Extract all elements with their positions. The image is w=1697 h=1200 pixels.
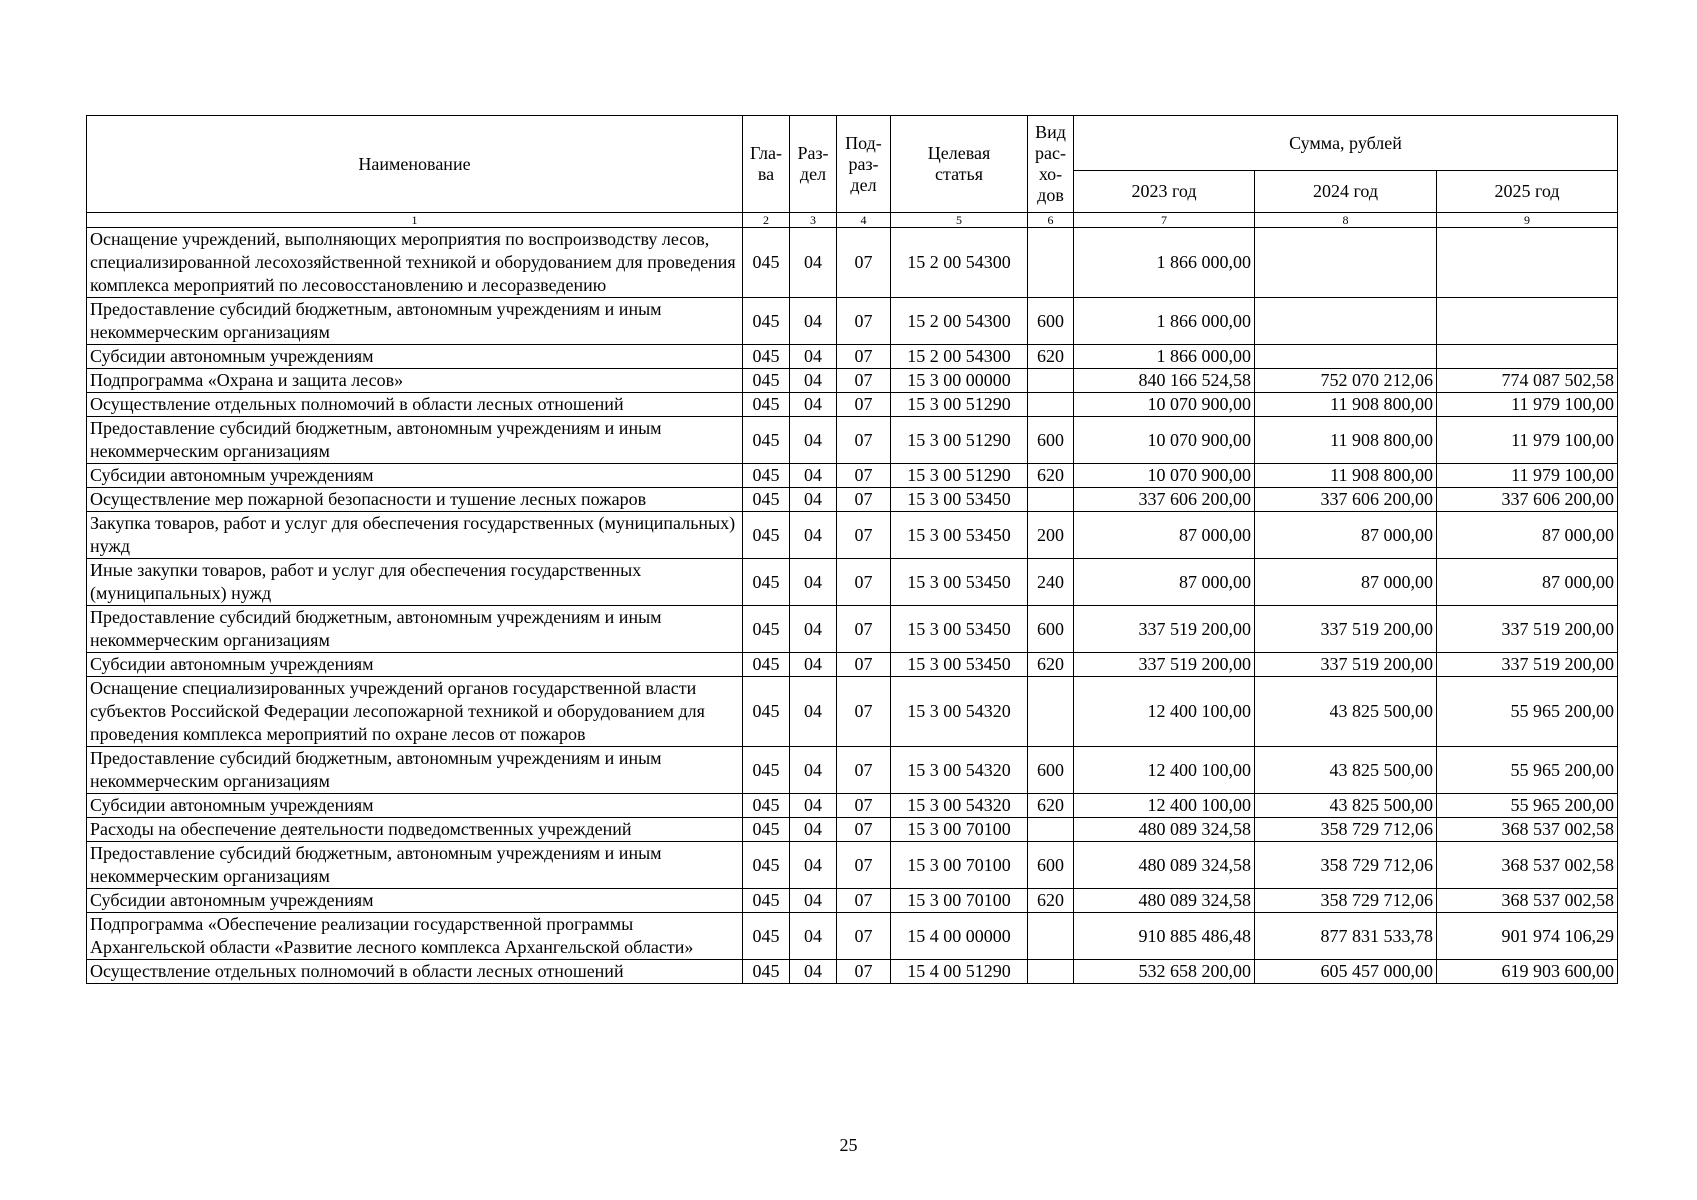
row-celevaya-statya: 15 3 00 53450 — [891, 559, 1028, 606]
column-number: 7 — [1074, 213, 1255, 228]
row-celevaya-statya: 15 3 00 51290 — [891, 393, 1028, 417]
row-amount-2023: 87 000,00 — [1074, 512, 1255, 559]
row-celevaya-statya: 15 3 00 00000 — [891, 369, 1028, 393]
row-podrazdel: 07 — [837, 677, 891, 747]
row-podrazdel: 07 — [837, 369, 891, 393]
row-podrazdel: 07 — [837, 488, 891, 512]
row-amount-2025: 901 974 106,29 — [1437, 913, 1618, 960]
row-glava: 045 — [743, 345, 790, 369]
row-glava: 045 — [743, 842, 790, 889]
row-name: Предоставление субсидий бюджетным, автономным учреждениям и иным некоммерческим организациям — [87, 842, 743, 889]
row-glava: 045 — [743, 417, 790, 464]
row-razdel: 04 — [790, 913, 837, 960]
row-vid-raskhodov — [1028, 369, 1074, 393]
header-podrazdel: Под- раз- дел — [837, 116, 891, 213]
row-amount-2024: 358 729 712,06 — [1255, 842, 1437, 889]
row-amount-2024: 43 825 500,00 — [1255, 677, 1437, 747]
row-amount-2023: 1 866 000,00 — [1074, 298, 1255, 345]
row-amount-2023: 480 089 324,58 — [1074, 842, 1255, 889]
row-podrazdel: 07 — [837, 794, 891, 818]
row-amount-2025: 55 965 200,00 — [1437, 794, 1618, 818]
row-amount-2024: 337 606 200,00 — [1255, 488, 1437, 512]
row-podrazdel: 07 — [837, 818, 891, 842]
row-amount-2025: 774 087 502,58 — [1437, 369, 1618, 393]
row-glava: 045 — [743, 653, 790, 677]
row-celevaya-statya: 15 2 00 54300 — [891, 228, 1028, 298]
row-razdel: 04 — [790, 559, 837, 606]
row-name: Субсидии автономным учреждениям — [87, 889, 743, 913]
row-podrazdel: 07 — [837, 345, 891, 369]
table-row — [87, 747, 1618, 794]
row-amount-2025: 337 519 200,00 — [1437, 606, 1618, 653]
row-glava: 045 — [743, 559, 790, 606]
row-amount-2025: 619 903 600,00 — [1437, 960, 1618, 984]
row-glava: 045 — [743, 889, 790, 913]
row-vid-raskhodov: 200 — [1028, 512, 1074, 559]
row-amount-2025: 368 537 002,58 — [1437, 889, 1618, 913]
row-razdel: 04 — [790, 606, 837, 653]
table-row — [87, 913, 1618, 960]
row-name: Осуществление мер пожарной безопасности и тушение лесных пожаров — [87, 488, 743, 512]
row-name: Предоставление субсидий бюджетным, автономным учреждениям и иным некоммерческим организациям — [87, 747, 743, 794]
row-amount-2025 — [1437, 228, 1618, 298]
table-row — [87, 960, 1618, 984]
row-glava: 045 — [743, 488, 790, 512]
table-row — [87, 559, 1618, 606]
row-amount-2024: 752 070 212,06 — [1255, 369, 1437, 393]
row-name: Предоставление субсидий бюджетным, автономным учреждениям и иным некоммерческим организациям — [87, 417, 743, 464]
row-amount-2024: 877 831 533,78 — [1255, 913, 1437, 960]
row-amount-2023: 10 070 900,00 — [1074, 417, 1255, 464]
column-number: 6 — [1028, 213, 1074, 228]
row-podrazdel: 07 — [837, 960, 891, 984]
row-amount-2024: 11 908 800,00 — [1255, 464, 1437, 488]
row-celevaya-statya: 15 3 00 70100 — [891, 889, 1028, 913]
row-celevaya-statya: 15 4 00 51290 — [891, 960, 1028, 984]
row-podrazdel: 07 — [837, 417, 891, 464]
row-vid-raskhodov: 240 — [1028, 559, 1074, 606]
row-podrazdel: 07 — [837, 842, 891, 889]
row-amount-2024: 11 908 800,00 — [1255, 393, 1437, 417]
row-amount-2024: 358 729 712,06 — [1255, 818, 1437, 842]
row-glava: 045 — [743, 512, 790, 559]
row-celevaya-statya: 15 3 00 54320 — [891, 677, 1028, 747]
row-podrazdel: 07 — [837, 464, 891, 488]
row-vid-raskhodov — [1028, 228, 1074, 298]
row-amount-2025: 11 979 100,00 — [1437, 393, 1618, 417]
column-number: 2 — [743, 213, 790, 228]
row-razdel: 04 — [790, 818, 837, 842]
table-row — [87, 606, 1618, 653]
row-amount-2024: 43 825 500,00 — [1255, 794, 1437, 818]
row-razdel: 04 — [790, 417, 837, 464]
row-amount-2023: 337 606 200,00 — [1074, 488, 1255, 512]
row-celevaya-statya: 15 2 00 54300 — [891, 298, 1028, 345]
row-vid-raskhodov: 620 — [1028, 794, 1074, 818]
row-vid-raskhodov — [1028, 818, 1074, 842]
column-number: 3 — [790, 213, 837, 228]
row-amount-2023: 10 070 900,00 — [1074, 464, 1255, 488]
row-amount-2025: 11 979 100,00 — [1437, 464, 1618, 488]
table-row — [87, 842, 1618, 889]
row-glava: 045 — [743, 794, 790, 818]
row-podrazdel: 07 — [837, 606, 891, 653]
row-glava: 045 — [743, 960, 790, 984]
row-amount-2025: 368 537 002,58 — [1437, 842, 1618, 889]
row-amount-2024 — [1255, 298, 1437, 345]
table-row — [87, 417, 1618, 464]
row-glava: 045 — [743, 393, 790, 417]
row-celevaya-statya: 15 3 00 53450 — [891, 606, 1028, 653]
row-amount-2024: 43 825 500,00 — [1255, 747, 1437, 794]
row-celevaya-statya: 15 3 00 53450 — [891, 653, 1028, 677]
row-name: Оснащение учреждений, выполняющих мероприятия по воспроизводству лесов, специализированной лесохозяйственной техникой и оборудованием для проведения комплекса мероприятий по лесовосстановлению и лесоразведению — [87, 228, 743, 298]
column-number: 4 — [837, 213, 891, 228]
row-amount-2023: 12 400 100,00 — [1074, 677, 1255, 747]
header-vid-raskhodov: Вид рас- хо- дов — [1028, 116, 1074, 213]
table-row — [87, 889, 1618, 913]
row-amount-2023: 1 866 000,00 — [1074, 345, 1255, 369]
row-razdel: 04 — [790, 345, 837, 369]
header-name: Наименование — [87, 116, 743, 213]
row-celevaya-statya: 15 4 00 00000 — [891, 913, 1028, 960]
row-glava: 045 — [743, 369, 790, 393]
table-row — [87, 818, 1618, 842]
table-row — [87, 228, 1618, 298]
row-vid-raskhodov — [1028, 488, 1074, 512]
row-celevaya-statya: 15 3 00 51290 — [891, 417, 1028, 464]
row-name: Субсидии автономным учреждениям — [87, 794, 743, 818]
column-number: 1 — [87, 213, 743, 228]
row-amount-2025: 368 537 002,58 — [1437, 818, 1618, 842]
header-year-2025: 2025 год — [1437, 171, 1618, 213]
row-amount-2023: 480 089 324,58 — [1074, 889, 1255, 913]
row-vid-raskhodov — [1028, 960, 1074, 984]
row-amount-2024 — [1255, 345, 1437, 369]
row-glava: 045 — [743, 228, 790, 298]
row-podrazdel: 07 — [837, 512, 891, 559]
row-name: Закупка товаров, работ и услуг для обеспечения государственных (муниципальных) нужд — [87, 512, 743, 559]
row-glava: 045 — [743, 677, 790, 747]
table-row — [87, 393, 1618, 417]
table-row — [87, 512, 1618, 559]
row-amount-2025: 55 965 200,00 — [1437, 747, 1618, 794]
header-summa: Сумма, рублей — [1074, 116, 1618, 171]
row-vid-raskhodov: 620 — [1028, 653, 1074, 677]
page-number: 25 — [839, 1135, 858, 1155]
row-celevaya-statya: 15 3 00 51290 — [891, 464, 1028, 488]
row-celevaya-statya: 15 3 00 54320 — [891, 747, 1028, 794]
table-row — [87, 298, 1618, 345]
header-glava: Гла- ва — [743, 116, 790, 213]
row-podrazdel: 07 — [837, 889, 891, 913]
row-razdel: 04 — [790, 512, 837, 559]
table-row — [87, 369, 1618, 393]
row-podrazdel: 07 — [837, 393, 891, 417]
row-vid-raskhodov: 620 — [1028, 345, 1074, 369]
row-vid-raskhodov — [1028, 393, 1074, 417]
row-name: Субсидии автономным учреждениям — [87, 653, 743, 677]
row-glava: 045 — [743, 606, 790, 653]
column-number-row — [87, 213, 1618, 228]
row-name: Подпрограмма «Охрана и защита лесов» — [87, 369, 743, 393]
table-row — [87, 794, 1618, 818]
table-row — [87, 653, 1618, 677]
row-vid-raskhodov: 600 — [1028, 747, 1074, 794]
row-amount-2024: 605 457 000,00 — [1255, 960, 1437, 984]
table-row — [87, 345, 1618, 369]
row-glava: 045 — [743, 818, 790, 842]
row-amount-2025: 337 519 200,00 — [1437, 653, 1618, 677]
row-name: Осуществление отдельных полномочий в области лесных отношений — [87, 960, 743, 984]
row-vid-raskhodov: 600 — [1028, 842, 1074, 889]
row-razdel: 04 — [790, 677, 837, 747]
row-podrazdel: 07 — [837, 913, 891, 960]
row-amount-2023: 12 400 100,00 — [1074, 794, 1255, 818]
row-amount-2024: 358 729 712,06 — [1255, 889, 1437, 913]
row-razdel: 04 — [790, 393, 837, 417]
row-amount-2024 — [1255, 228, 1437, 298]
row-vid-raskhodov: 620 — [1028, 464, 1074, 488]
row-razdel: 04 — [790, 298, 837, 345]
column-number: 5 — [891, 213, 1028, 228]
row-podrazdel: 07 — [837, 559, 891, 606]
row-razdel: 04 — [790, 747, 837, 794]
row-razdel: 04 — [790, 889, 837, 913]
header-razdel: Раз- дел — [790, 116, 837, 213]
row-amount-2023: 840 166 524,58 — [1074, 369, 1255, 393]
row-razdel: 04 — [790, 842, 837, 889]
header-celevaya-statya: Целевая статья — [891, 116, 1028, 213]
row-amount-2023: 1 866 000,00 — [1074, 228, 1255, 298]
row-celevaya-statya: 15 3 00 53450 — [891, 512, 1028, 559]
row-razdel: 04 — [790, 653, 837, 677]
row-amount-2025 — [1437, 345, 1618, 369]
row-amount-2023: 12 400 100,00 — [1074, 747, 1255, 794]
row-vid-raskhodov: 600 — [1028, 417, 1074, 464]
table-row — [87, 488, 1618, 512]
row-podrazdel: 07 — [837, 747, 891, 794]
table-body — [87, 228, 1618, 984]
row-podrazdel: 07 — [837, 653, 891, 677]
row-celevaya-statya: 15 3 00 70100 — [891, 842, 1028, 889]
row-name: Оснащение специализированных учреждений органов государственной власти субъектов Российской Федерации лесопожарной техникой и оборудованием для проведения комплекса мероприятий по охране лесов от пожаров — [87, 677, 743, 747]
row-name: Расходы на обеспечение деятельности подведомственных учреждений — [87, 818, 743, 842]
row-celevaya-statya: 15 3 00 54320 — [891, 794, 1028, 818]
row-amount-2025: 87 000,00 — [1437, 559, 1618, 606]
row-razdel: 04 — [790, 960, 837, 984]
row-glava: 045 — [743, 747, 790, 794]
row-amount-2025: 11 979 100,00 — [1437, 417, 1618, 464]
row-razdel: 04 — [790, 488, 837, 512]
row-name: Субсидии автономным учреждениям — [87, 464, 743, 488]
row-glava: 045 — [743, 913, 790, 960]
row-amount-2023: 337 519 200,00 — [1074, 653, 1255, 677]
row-podrazdel: 07 — [837, 298, 891, 345]
row-amount-2023: 337 519 200,00 — [1074, 606, 1255, 653]
row-vid-raskhodov — [1028, 677, 1074, 747]
row-vid-raskhodov — [1028, 913, 1074, 960]
row-razdel: 04 — [790, 464, 837, 488]
row-amount-2024: 87 000,00 — [1255, 559, 1437, 606]
header-year-2023: 2023 год — [1074, 171, 1255, 213]
row-glava: 045 — [743, 298, 790, 345]
row-amount-2023: 532 658 200,00 — [1074, 960, 1255, 984]
row-amount-2025 — [1437, 298, 1618, 345]
table-row — [87, 677, 1618, 747]
row-amount-2024: 87 000,00 — [1255, 512, 1437, 559]
row-celevaya-statya: 15 2 00 54300 — [891, 345, 1028, 369]
row-vid-raskhodov: 600 — [1028, 298, 1074, 345]
row-amount-2024: 337 519 200,00 — [1255, 606, 1437, 653]
row-name: Осуществление отдельных полномочий в области лесных отношений — [87, 393, 743, 417]
row-amount-2023: 480 089 324,58 — [1074, 818, 1255, 842]
row-glava: 045 — [743, 464, 790, 488]
row-name: Предоставление субсидий бюджетным, автономным учреждениям и иным некоммерческим организациям — [87, 298, 743, 345]
row-celevaya-statya: 15 3 00 53450 — [891, 488, 1028, 512]
row-name: Субсидии автономным учреждениям — [87, 345, 743, 369]
row-razdel: 04 — [790, 228, 837, 298]
row-celevaya-statya: 15 3 00 70100 — [891, 818, 1028, 842]
row-vid-raskhodov: 620 — [1028, 889, 1074, 913]
row-razdel: 04 — [790, 794, 837, 818]
row-amount-2025: 337 606 200,00 — [1437, 488, 1618, 512]
row-name: Предоставление субсидий бюджетным, автономным учреждениям и иным некоммерческим организациям — [87, 606, 743, 653]
row-amount-2023: 10 070 900,00 — [1074, 393, 1255, 417]
row-amount-2023: 910 885 486,48 — [1074, 913, 1255, 960]
row-name: Подпрограмма «Обеспечение реализации государственной программы Архангельской области «Развитие лесного комплекса Архангельской области» — [87, 913, 743, 960]
header-year-2024: 2024 год — [1255, 171, 1437, 213]
column-number: 9 — [1437, 213, 1618, 228]
row-amount-2025: 87 000,00 — [1437, 512, 1618, 559]
table-row — [87, 464, 1618, 488]
row-amount-2023: 87 000,00 — [1074, 559, 1255, 606]
column-number: 8 — [1255, 213, 1437, 228]
row-amount-2025: 55 965 200,00 — [1437, 677, 1618, 747]
budget-table — [86, 115, 1618, 984]
row-amount-2024: 337 519 200,00 — [1255, 653, 1437, 677]
row-name: Иные закупки товаров, работ и услуг для обеспечения государственных (муниципальных) нужд — [87, 559, 743, 606]
row-amount-2024: 11 908 800,00 — [1255, 417, 1437, 464]
row-vid-raskhodov: 600 — [1028, 606, 1074, 653]
row-podrazdel: 07 — [837, 228, 891, 298]
row-razdel: 04 — [790, 369, 837, 393]
